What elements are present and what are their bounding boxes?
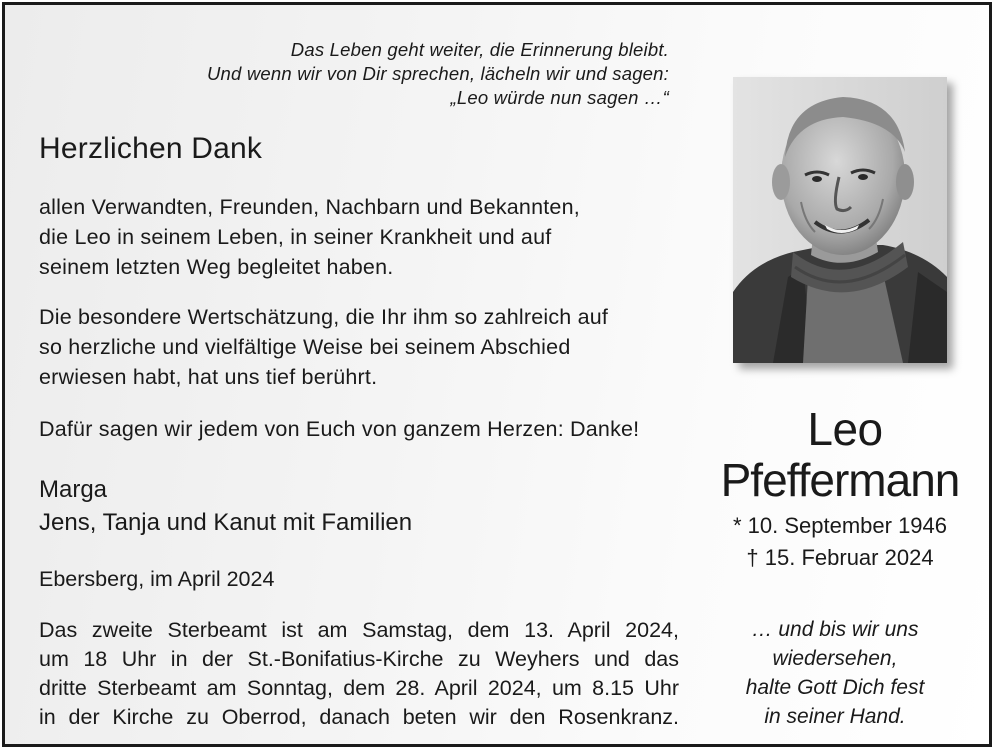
- birth-date: * 10. September 1946: [732, 513, 948, 538]
- portrait-illustration: [733, 77, 947, 363]
- motto-line: „Leo würde nun sagen …“: [450, 87, 669, 108]
- paragraph-line: so herzliche und vielfältige Weise bei seinem Abschied: [39, 335, 571, 359]
- paragraph-line: die Leo in seinem Leben, in seiner Krankheit und auf: [39, 225, 552, 249]
- thank-you-heading: Herzlichen Dank: [39, 132, 263, 165]
- death-date: † 15. Februar 2024: [746, 545, 934, 570]
- verse-line: in seiner Hand.: [764, 705, 906, 728]
- portrait-photo: [733, 77, 947, 363]
- notice-line: dritte Sterbeamt am Sonntag, dem 28. April 2024, um 8.15 Uhr: [39, 676, 679, 700]
- mass-notice: [39, 616, 679, 732]
- notice-line: um 18 Uhr in der St.-Bonifatius-Kirche zu Weyhers und das: [39, 647, 679, 671]
- notice-line: in der Kirche zu Oberrod, danach beten wir den Rosenkranz.: [39, 705, 679, 729]
- deceased-last-name: Pfeffermann: [720, 454, 960, 506]
- signer-line: Marga: [39, 476, 108, 503]
- verse-line: … und bis wir uns: [751, 618, 919, 641]
- appreciation-paragraph: [39, 302, 608, 392]
- verse-line: halte Gott Dich fest: [745, 676, 925, 699]
- place-date: Ebersberg, im April 2024: [39, 567, 275, 591]
- motto-quote: [29, 38, 669, 110]
- paragraph-line: Die besondere Wertschätzung, die Ihr ihm so zahlreich auf: [39, 305, 609, 329]
- closing-thanks: [39, 414, 639, 444]
- life-dates: [705, 510, 975, 574]
- signer-line: Jens, Tanja und Kanut mit Familien: [39, 509, 413, 536]
- verse-line: wiedersehen,: [772, 647, 898, 670]
- paragraph-line: allen Verwandten, Freunden, Nachbarn und Bekannten,: [39, 195, 580, 219]
- thanks-paragraph: [39, 192, 580, 282]
- paragraph-line: Dafür sagen wir jedem von Euch von ganzem Herzen: Danke!: [39, 417, 640, 441]
- motto-line: Das Leben geht weiter, die Erinnerung bleibt.: [290, 39, 669, 60]
- motto-line: Und wenn wir von Dir sprechen, lächeln wir und sagen:: [206, 63, 669, 84]
- signers: [39, 473, 412, 539]
- deceased-first-name: Leo: [807, 403, 883, 455]
- closing-verse: [705, 615, 965, 731]
- paragraph-line: seinem letzten Weg begleitet haben.: [39, 255, 394, 279]
- obituary-card: [2, 2, 992, 747]
- paragraph-line: erwiesen habt, hat uns tief berührt.: [39, 365, 378, 389]
- notice-line: Das zweite Sterbeamt ist am Samstag, dem 13. April 2024,: [39, 618, 679, 642]
